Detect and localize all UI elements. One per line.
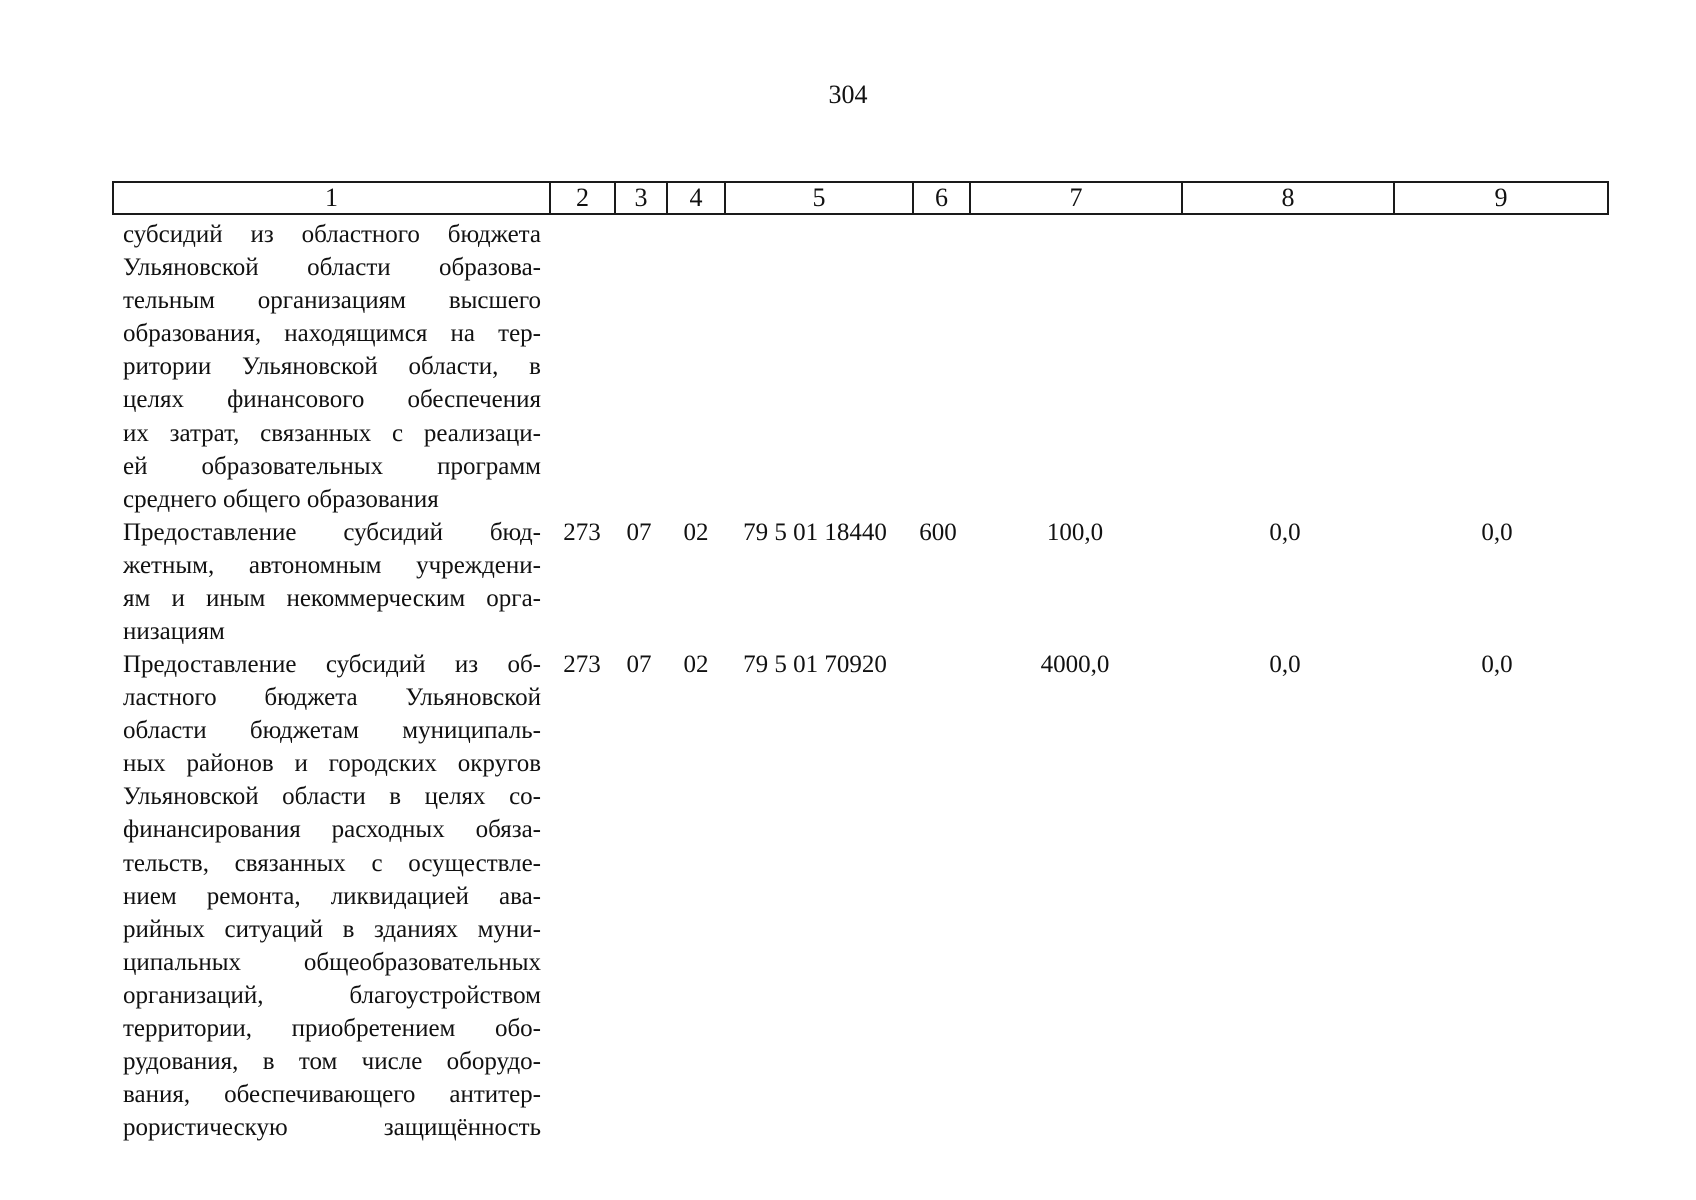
row-2-col-4: 02 [683, 519, 709, 546]
row-3-description [123, 648, 541, 1144]
row-2-line: Предоставление субсидий бюд- [123, 519, 541, 546]
row-3-col-8: 0,0 [1269, 651, 1301, 678]
header-col-4: 4 [667, 182, 725, 214]
row-1-line: ритории Ульяновской области, в [123, 353, 541, 381]
row-1-line: тельным организациям высшего [123, 287, 541, 315]
row-1-description [123, 218, 541, 516]
row-2-col-6: 600 [919, 519, 957, 546]
row-2-line: низациям [123, 618, 225, 646]
row-3-line: вания, обеспечивающего антитер- [123, 1081, 541, 1109]
row-2-line: жетным, автономным учреждени- [123, 552, 541, 580]
row-3-line: финансирования расходных обяза- [123, 816, 541, 844]
row-2-col-5: 79 5 01 18440 [743, 519, 887, 546]
row-3-line: рийных ситуаций в зданиях муни- [123, 915, 541, 943]
row-3-col-9: 0,0 [1481, 651, 1513, 678]
header-col-6: 6 [913, 182, 970, 214]
row-3-line: Ульяновской области в целях со- [123, 783, 541, 811]
header-col-3: 3 [615, 182, 667, 214]
row-2-col-7: 100,0 [1046, 519, 1104, 546]
row-2-line: ям и иным некоммерческим орга- [123, 585, 541, 613]
row-2-col-9: 0,0 [1481, 519, 1513, 546]
row-3-line: территории, приобретением обо- [123, 1015, 541, 1043]
header-col-8: 8 [1182, 182, 1394, 214]
row-1-line: их затрат, связанных с реализаци- [123, 419, 541, 447]
header-col-9: 9 [1394, 182, 1608, 214]
header-col-7: 7 [970, 182, 1182, 214]
header-col-1: 1 [113, 182, 550, 214]
row-2-col-2: 273 [563, 519, 601, 546]
column-number-header [112, 181, 1609, 215]
row-3-col-7: 4000,0 [1040, 651, 1110, 678]
row-3-line: области бюджетам муниципаль- [123, 717, 541, 745]
row-3-line: организаций, благоустройством [123, 981, 541, 1009]
row-2-col-8: 0,0 [1269, 519, 1301, 546]
row-1-line: ей образовательных программ [123, 452, 541, 480]
row-3-line: тельств, связанных с осуществле- [123, 849, 541, 877]
row-1-line: целях финансового обеспечения [123, 386, 541, 414]
header-col-2: 2 [550, 182, 615, 214]
row-3-line: ных районов и городских округов [123, 750, 541, 778]
row-3-col-5: 79 5 01 70920 [743, 651, 887, 678]
row-1-line: среднего общего образования [123, 485, 439, 513]
row-2-col-3: 07 [626, 519, 652, 546]
row-1-line: образования, находящимся на тер- [123, 320, 541, 348]
page-number: 304 [828, 80, 868, 109]
row-3-col-2: 273 [563, 651, 601, 678]
row-2-description [123, 516, 541, 648]
row-3-col-4: 02 [683, 651, 709, 678]
row-3-col-3: 07 [626, 651, 652, 678]
header-col-5: 5 [725, 182, 913, 214]
row-3-line: Предоставление субсидий из об- [123, 651, 541, 678]
row-1-line: Ульяновской области образова- [123, 254, 541, 282]
row-3-line: нием ремонта, ликвидацией ава- [123, 882, 541, 910]
row-3-line: рористическую защищённость [123, 1114, 541, 1142]
row-3-line: ластного бюджета Ульяновской [123, 684, 541, 712]
row-3-line: рудования, в том числе оборудо- [123, 1048, 541, 1076]
row-1-line: субсидий из областного бюджета [123, 221, 541, 248]
row-3-line: ципальных общеобразовательных [123, 948, 541, 976]
